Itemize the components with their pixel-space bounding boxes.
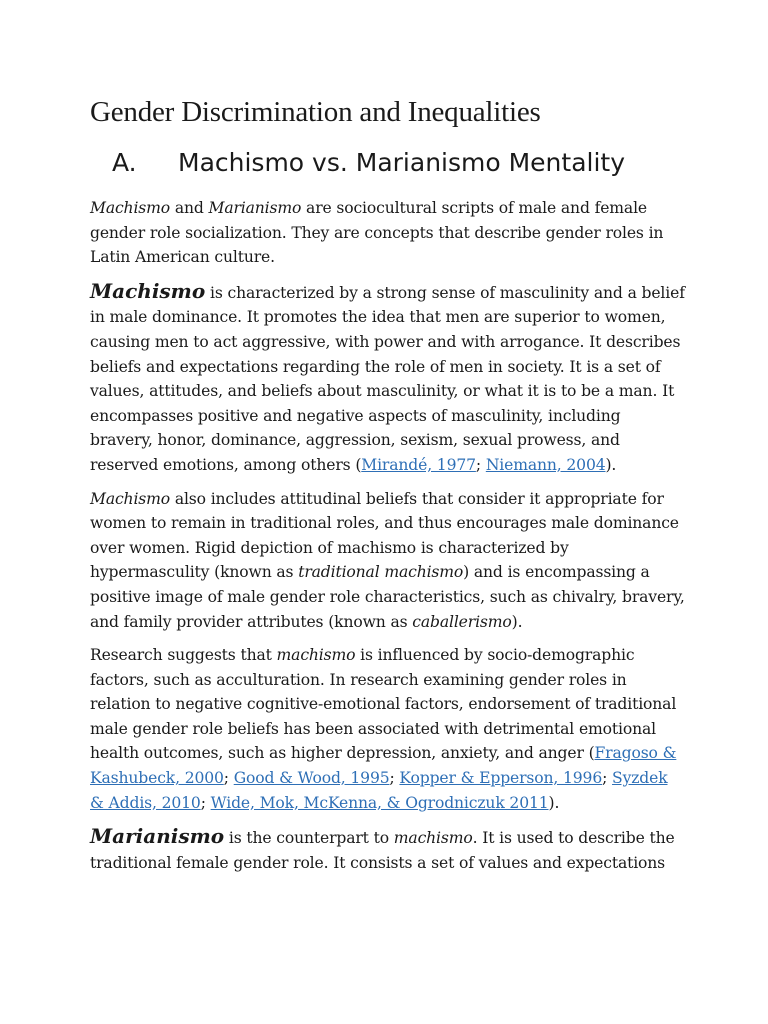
text-run: . It is used to describe the traditional female gender role. It consists a set of values and expectations [90,829,675,872]
section-heading [90,146,685,180]
text-run: is the counterpart to [224,829,394,848]
citation-link-good-1995[interactable]: Good & Wood, 1995 [233,769,390,788]
text-run: ). [605,455,617,474]
section-title: Machismo vs. Marianismo Mentality [178,148,626,177]
term-traditional-machismo: traditional machismo [298,563,464,582]
text-run: ). [511,612,523,631]
document-title: Gender Discrimination and Inequalities [90,96,541,128]
text-run: is influenced by socio-demographic factors, such as acculturation. In research examining gender roles in relation to negative cognitive-emotional factors, endorsement of traditional male gender role beliefs has been associated with detrimental emotional health outcomes, such as higher depression, anxiety, and anger ( [90,646,677,763]
citation-link-niemann-2004[interactable]: Niemann, 2004 [485,455,606,474]
text-run: also includes attitudinal beliefs that consider it appropriate for women to remain in traditional roles, and thus encourages male dominance over women. Rigid depiction of machismo is characterized by hypermasculity (known as [90,489,679,582]
text-run: and [170,199,209,217]
citation-link-wide-2011[interactable]: Wide, Mok, McKenna, & Ogrodniczuk 2011 [210,793,549,812]
text-run: ; [475,455,486,474]
machismo-paragraph [90,279,685,478]
text-run: ). [548,793,560,812]
citation-link-syzdek-2010[interactable]: Syzdek & Addis, 2010 [90,769,668,812]
term-marianismo: Marianismo [208,199,302,217]
text-run: are sociocultural scripts of male and female gender role socialization. They are concepts that describe gender roles in Latin American culture. [90,199,664,267]
text-run: ; [223,769,234,788]
text-run: Research suggests that [90,646,277,665]
term-machismo: machismo [276,646,356,665]
text-run: ; [602,769,613,788]
attitudinal-paragraph [90,487,685,635]
research-paragraph [90,643,685,815]
text-run: ) and is encompassing a positive image of male gender role characteristics, such as chivalry, bravery, and family provider attributes (known as [90,563,685,631]
term-caballerismo: caballerismo [412,612,512,631]
marianismo-paragraph [90,824,685,875]
text-run: is characterized by a strong sense of masculinity and a belief in male dominance. It promotes the idea that men are superior to women, causing men to act aggressive, with power and with arrogance. It describes beliefs and expectations regarding the role of men in society. It is a set of values, attitudes, and beliefs about masculinity, or what it is to be a man. It encompasses positive and negative aspects of masculinity, including bravery, honor, dominance, aggression, sexism, sexual prowess, and reserved emotions, among others ( [90,283,685,474]
machismo-lead-term: Machismo [90,278,206,303]
text-run: ; [200,793,211,812]
citation-link-fragoso-2000[interactable]: Fragoso & Kashubeck, 2000 [90,744,677,788]
intro-paragraph [90,196,685,270]
section-number: A. [112,148,137,177]
marianismo-lead-term: Marianismo [90,824,225,849]
citation-link-mirande-1977[interactable]: Mirandé, 1977 [361,455,476,474]
text-run: ; [389,769,400,788]
document-page [90,92,685,884]
term-machismo: machismo [393,829,473,848]
term-machismo: Machismo [90,199,171,217]
citation-link-kopper-1996[interactable]: Kopper & Epperson, 1996 [399,769,603,788]
term-machismo: Machismo [90,489,171,508]
